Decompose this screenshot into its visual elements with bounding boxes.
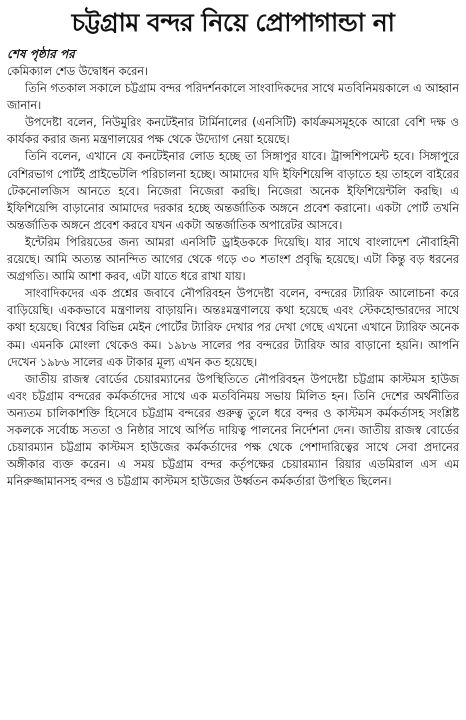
continued-from-label: শেষ পৃষ্ঠার পর [7, 47, 75, 61]
article-paragraph: তিনি গতকাল সকালে চট্টগ্রাম বন্দর পরিদর্শনকালে সাংবাদিকদের সাথে মতবিনিময়কালে এ আহ্বান জানান। [7, 82, 459, 113]
article-paragraph: উপদেষ্টা বলেন, নিউমুরিং কনটেইনার টার্মিনালের (এনসিটি) কার্যক্রমসমূহকে আরো বেশি দক্ষ ও কার্যকর করার জন্য মন্ত্রণালয়ের পক্ষ থেকে উদ্যোগ নেয়া হয়েছে। [7, 116, 459, 147]
article-paragraph: তিনি বলেন, এখানে যে কনটেইনার লোড হচ্ছে তা সিঙ্গাপুর যাবে। ট্রান্সশিপমেন্ট হবে। সিঙ্গাপুরে বেশিরভাগ পোর্টই প্রাইভেটলি পরিচালনা হচ্ছে। আমাদের যদি ইফিশিয়েন্সি বাড়াতে হয় তাহলে বাইরের টেকনোলজিস আনতে হবে। নিজেরা নিজেরা করছি। নিজেরা অনেক ইফিশিয়েন্টলি করছি। এ ইফিশিয়েন্সি বাড়ানোর আমাদের দরকার হচ্ছে অন্তর্জাতিক অঙ্গনে প্রবেশ করানো। একটা পোর্ট তখনি অন্তর্জাতিক অঙ্গনে প্রবেশ করবে যখন একটা অন্তর্জাতিক অপারেটর আসবে। [7, 150, 459, 232]
article-paragraph: জাতীয় রাজস্ব বোর্ডের চেয়ারম্যানের উপস্থিতিতে নৌপরিবহন উপদেষ্টা চট্টগ্রাম কাস্টমস হাউজ এবং চট্টগ্রাম বন্দরের কর্মকর্তাদের সাথে এক মতবিনিময় সভায় মিলিত হন। তিনি দেশের অর্থনীতির অন্যতম চালিকাশক্তি হিসেবে চট্টগ্রাম বন্দরের গুরুত্ব তুলে ধরে বন্দর ও কাস্টমস কর্মকর্তাসহ সংশ্লিষ্ট সকলকে সর্বোচ্চ সততা ও নিষ্ঠার সাথে অর্পিত দায়িত্ব পালনের নির্দেশনা দেন। জাতীয় রাজস্ব বোর্ডের চেয়ারম্যান চট্টগ্রাম কাস্টমস হাউজের কর্মকর্তাদের পক্ষ থেকে পেশাদারিত্বের সাথে সেবা প্রদানের অঙ্গীকার ব্যক্ত করেন। এ সময় চট্টগ্রাম বন্দর কর্তৃপক্ষের চেয়ারম্যান রিয়ার এডমিরাল এস এম মনিরুজ্জামানসহ বন্দর ও চট্টগ্রাম কাস্টমস হাউজের উর্ধ্বতন কর্মকর্তারা উপস্থিত ছিলেন। [7, 372, 459, 489]
article-paragraph: ইন্টেরিম পিরিয়ডের জন্য আমরা এনসিটি ড্রাইডককে দিয়েছি। যার সাথে বাংলাদেশ নৌবাহিনী রয়েছে। আমি অত্যন্ত আনন্দিত আগের থেকে গড়ে ৩০ শতাংশ প্রবৃদ্ধি হয়েছে। এটা কিন্তু বড় ধরনের অগ্রগতি। আমি আশা করব, এটা যাতে ধরে রাখা যায়। [7, 235, 459, 284]
article-body [7, 63, 459, 490]
article-paragraph: কেমিক্যাল শেড উদ্বোধন করেন। [7, 65, 149, 78]
article-paragraph: সাংবাদিকদের এক প্রশ্নের জবাবে নৌপরিবহন উপদেষ্টা বলেন, বন্দরের ট্যারিফ আলোচনা করে বাড়িয়েছি। এককভাবে মন্ত্রণালয় বাড়ায়নি। অন্তঃমন্ত্রণালয়ে কথা হয়েছে এবং স্টেকহোল্ডারদের সাথে কথা হয়েছে। বিশ্বের বিভিন্ন মেইন পোর্টের ট্যারিফ দেখার পর দেখা গেছে এখনো এখানে ট্যারিফ অনেক কম। এমনকি মোংলা থেকেও কম। ১৯৮৬ সালের পর বন্দরের ট্যারিফ আর বাড়ানো হয়নি। আপনি দেখেন ১৯৮৬ সালের এক টাকার মূল্য এখন কত হয়েছে। [7, 287, 459, 369]
article-headline: চট্টগ্রাম বন্দর নিয়ে প্রোপাগান্ডা না [71, 8, 395, 37]
